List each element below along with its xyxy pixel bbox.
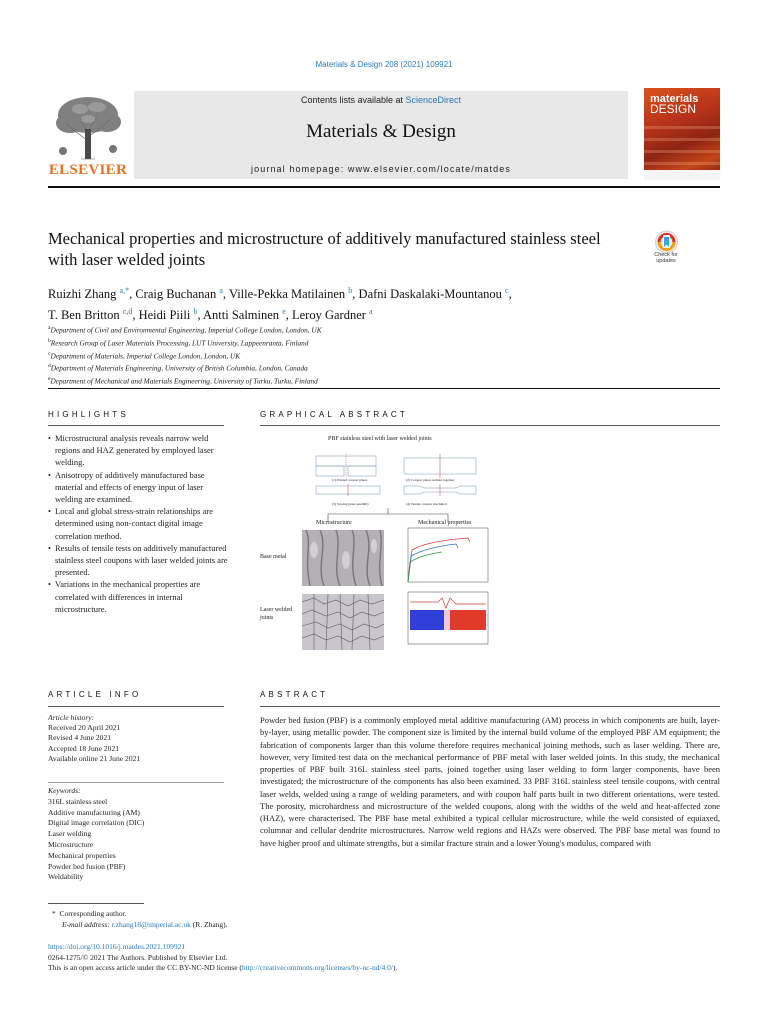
affiliation-item <box>48 361 648 374</box>
ga-row-welded-line-2: joints <box>260 615 274 621</box>
ga-process-diagram <box>308 448 484 502</box>
author-affiliation-marker[interactable]: b <box>193 307 198 317</box>
keyword-item: Laser welding <box>48 829 92 839</box>
ga-weld-micrograph <box>302 594 384 650</box>
author-name[interactable]: T. Ben Britton <box>48 308 120 323</box>
highlight-item: • Microstructural analysis reveals narrow weld regions and HAZ generated by employed laser welding. <box>48 432 228 469</box>
author-affiliation-marker[interactable]: c,d <box>122 307 133 317</box>
affiliation-key: c <box>48 350 51 357</box>
affiliation-key: a <box>48 325 51 331</box>
ga-row-welded-line-1: Laser welded <box>260 607 293 613</box>
ga-title: PBF stainless steel with laser welded joints <box>328 436 432 442</box>
email-line <box>52 919 552 930</box>
journal-cover-image[interactable] <box>644 88 720 180</box>
author-affiliation-marker[interactable]: a,* <box>119 286 130 295</box>
history-online: Available online 21 June 2021 <box>48 753 141 763</box>
abstract-heading: ABSTRACT <box>260 690 329 699</box>
author-list <box>48 282 668 324</box>
cover-title-line-1: materials <box>650 93 699 105</box>
author-separator: , <box>197 308 204 323</box>
journal-reference-link[interactable]: Materials & Design 208 (2021) 109921 <box>315 60 453 69</box>
corresponding-label: Corresponding author. <box>59 909 127 918</box>
affiliation-key: e <box>48 376 51 383</box>
author-name[interactable]: Ruizhi Zhang <box>48 287 117 302</box>
footnote-star: * <box>52 909 56 918</box>
article-history-label: Article history: <box>48 713 95 722</box>
header-divider <box>48 186 720 188</box>
ga-row-welded-joints <box>260 606 292 622</box>
keywords-block <box>48 786 228 883</box>
history-accepted: Accepted 18 June 2021 <box>48 743 120 753</box>
author-separator: , <box>352 287 359 302</box>
keyword-item: Microstructure <box>48 839 94 849</box>
section-divider <box>48 388 720 389</box>
author-separator: , <box>132 308 139 323</box>
elsevier-tree-icon <box>45 91 131 161</box>
author-name[interactable]: Antti Salminen <box>203 308 280 323</box>
cover-bottom-bar <box>644 170 720 180</box>
highlights-rule <box>48 425 224 426</box>
license-suffix: ). <box>392 963 398 972</box>
author-separator: , <box>222 287 229 302</box>
ga-step-4: (4) Tensile coupon machined <box>406 502 447 506</box>
footnote-rule <box>48 903 144 904</box>
elsevier-wordmark: ELSEVIER <box>48 162 128 178</box>
ga-row-base-metal: Base metal <box>260 554 287 560</box>
corresponding-author-note <box>52 908 552 919</box>
keyword-item: 316L stainless steel <box>48 796 108 806</box>
affiliation-text: Department of Materials Engineering, University of British Columbia, London, Canada <box>50 363 308 373</box>
contents-prefix: Contents lists available at <box>300 95 406 105</box>
sciencedirect-link[interactable]: ScienceDirect <box>405 95 462 105</box>
article-title: Mechanical properties and microstructure of additively manufactured stainless steel with laser welded joints <box>48 229 601 269</box>
author-affiliation-marker[interactable]: a <box>369 307 373 317</box>
elsevier-logo[interactable] <box>45 91 131 179</box>
cover-title <box>650 94 698 114</box>
affiliation-text: Department of Civil and Environmental Engineering, Imperial College London, London, UK <box>50 325 322 335</box>
keyword-item: Mechanical properties <box>48 850 116 860</box>
highlights-heading: HIGHLIGHTS <box>48 410 129 419</box>
journal-homepage-link[interactable]: journal homepage: www.elsevier.com/locate/matdes <box>251 164 511 174</box>
highlight-item: • Local and global stress-strain relationships are determined using non-contact digital image correlation method. <box>48 505 228 542</box>
contents-available-line <box>134 95 628 105</box>
author-separator: , <box>129 287 136 302</box>
author-separator: , <box>285 308 292 323</box>
affiliation-text: Department of Mechanical and Materials Engineering, University of Turku, Turku, Finland <box>50 376 318 386</box>
email-link[interactable]: r.zhang18@imperial.ac.uk <box>111 920 191 929</box>
graphical-abstract-figure[interactable] <box>258 434 490 654</box>
license-line <box>48 963 648 974</box>
author-affiliation-marker[interactable]: a <box>219 286 223 295</box>
keywords-rule <box>48 782 224 783</box>
affiliation-item <box>48 336 648 349</box>
affiliation-item <box>48 374 648 387</box>
author-affiliation-marker[interactable]: b <box>348 286 353 295</box>
graphical-abstract-rule <box>260 425 720 426</box>
keyword-item: Weldability <box>48 872 84 882</box>
doi-link[interactable]: https://doi.org/10.1016/j.matdes.2021.109921 <box>48 942 186 951</box>
highlight-item: • Variations in the mechanical properties are correlated with differences in internal microstructure. <box>48 578 228 615</box>
affiliation-key: b <box>48 337 51 344</box>
ga-step-1: (1) Printed coupon plates <box>332 478 368 482</box>
author-affiliation-marker[interactable]: c <box>505 286 509 295</box>
author-name[interactable]: Leroy Gardner <box>292 308 366 323</box>
license-link[interactable]: http://creativecommons.org/licenses/by-nc-nd/4.0/ <box>241 963 393 972</box>
author-name[interactable]: Ville-Pekka Matilainen <box>228 287 346 302</box>
keywords-label: Keywords: <box>48 786 81 795</box>
crossmark-label[interactable]: Check for updates <box>654 252 678 264</box>
author-name[interactable]: Heidi Piili <box>138 308 191 323</box>
history-received: Received 20 April 2021 <box>48 723 121 733</box>
affiliation-text: Department of Materials, Imperial College London, London, UK <box>50 351 241 361</box>
author-name[interactable]: Dafni Daskalaki-Mountanou <box>358 287 502 302</box>
affiliation-key: d <box>48 363 51 370</box>
affiliation-item <box>48 323 648 336</box>
ga-base-metal-micrograph <box>302 530 384 586</box>
keyword-item: Digital image correlation (DIC) <box>48 818 145 828</box>
highlight-item: • Anisotropy of additively manufactured base material and effects of energy input of laser welding are examined. <box>48 469 228 506</box>
affiliation-item <box>48 349 648 362</box>
author-name[interactable]: Craig Buchanan <box>135 287 217 302</box>
highlights-list <box>48 432 228 615</box>
email-label: E-mail address: <box>62 920 110 929</box>
ga-col-microstructure: Microstructure <box>316 520 352 526</box>
highlight-item: • Results of tensile tests on additively manufactured stainless steel coupons with laser welded joints are presented. <box>48 542 228 579</box>
journal-title: Materials & Design <box>306 121 456 142</box>
affiliation-text: Research Group of Laser Materials Processing, LUT University, Lappeenranta, Finland <box>50 338 309 348</box>
footnote <box>52 908 552 930</box>
ga-step-2: (2) Coupon plates welded together <box>406 478 455 482</box>
article-history <box>48 713 228 764</box>
ga-weld-profile-chart <box>398 590 490 652</box>
keyword-item: Powder bed fusion (PBF) <box>48 861 126 871</box>
email-suffix: (R. Zhang). <box>192 920 228 929</box>
publication-info <box>48 942 648 974</box>
author-affiliation-marker[interactable]: e <box>282 307 286 317</box>
graphical-abstract-heading: GRAPHICAL ABSTRACT <box>260 410 408 419</box>
issn-line: 0264-1275/© 2021 The Authors. Published by Elsevier Ltd. <box>48 952 228 962</box>
keyword-item: Additive manufacturing (AM) <box>48 807 140 817</box>
abstract-rule <box>260 706 720 707</box>
ga-col-mechanical: Mechanical properties <box>418 520 472 526</box>
author-separator: , <box>508 287 512 302</box>
article-info-heading: ARTICLE INFO <box>48 690 142 699</box>
affiliation-list <box>48 323 648 387</box>
abstract-text: Powder bed fusion (PBF) is a commonly employed metal additive manufacturing (AM) process in which components are built, layer-by-layer, using metallic powder. The component size is limited by the internal build volume of the employed PBF AM equipment; the fabrication of components larger than this volume therefore requires mechanical joining methods, such as laser welding. There are, however, very limited test data on the mechanical performance of PBF metal with laser welded joints. In this study, the mechanical properties of PBF built 316L stainless steel parts, joined together using laser welding to form larger components, have been investigated; the microstructure of the components has also been examined. 33 PBF 316L stainless steel tensile coupons, with central laser welds, welded using a range of welding parameters, and with coupon half parts built in two different orientations, were tested. The porosity, microhardness and microstructure of the welded coupons, along with the widths of the weld and heat-affected zone (HAZ), were characterised. The PBF base metal exhibited a typical cellular microstructure, while the weld consisted of equiaxed, columnar and cellular dendrite microstructures. Narrow weld regions and HAZs were observed. The PBF base metal was found to have higher proof and ultimate strengths, but a similar fracture strain and a lower Young's modulus, compared with <box>260 715 720 848</box>
ga-stress-strain-chart <box>398 526 490 588</box>
history-revised: Revised 4 June 2021 <box>48 733 112 743</box>
keyword-list <box>48 797 228 883</box>
ga-step-3: (3) Sawing plate assembly <box>332 502 370 506</box>
cover-title-line-2: DESIGN <box>650 102 697 116</box>
license-prefix: This is an open access article under the CC BY-NC-ND license ( <box>48 963 242 972</box>
article-info-rule <box>48 706 224 707</box>
